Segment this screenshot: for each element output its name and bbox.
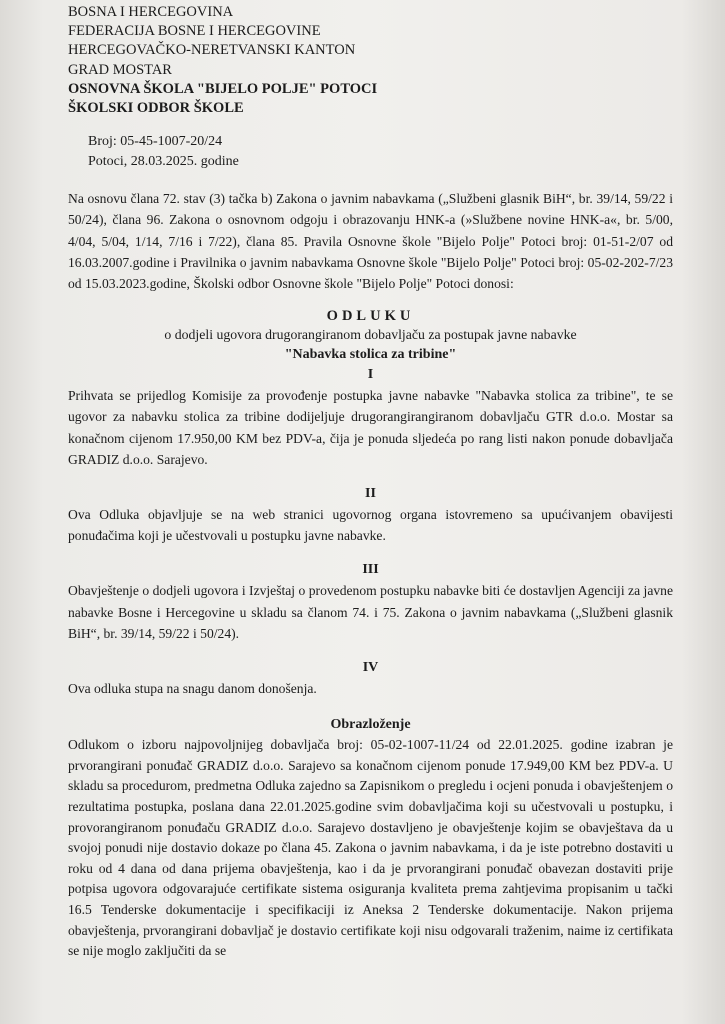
- section-text-3: Obavještenje o dodjeli ugovora i Izvještaj o provedenom postupku nabavke biti će dostavljen Agenciji za javne nabavke Bosne i Hercegovine u skladu sa članom 74. i 75. Zakona o javnim nabavkama („Službeni glasnik BiH“, br. 39/14, 59/22 i 50/24).: [68, 583, 673, 641]
- decision-title: ODLUKU: [326, 308, 415, 325]
- letterhead-line-federation: FEDERACIJA BOSNE I HERCEGOVINE: [68, 23, 321, 40]
- document-place-date: Potoci, 28.03.2025. godine: [88, 154, 239, 170]
- section-text-4: Ova odluka stupa na snagu danom donošenja.: [68, 681, 317, 697]
- letterhead-line-canton: HERCEGOVAČKO-NERETVANSKI KANTON: [68, 42, 356, 59]
- letterhead: [68, 0, 673, 118]
- decision-subtitle: o dodjeli ugovora drugorangiranom dobavljaču za postupak javne nabavke: [164, 327, 577, 343]
- document-number: Broj: 05-45-1007-20/24: [88, 134, 223, 150]
- section-number-1: I: [367, 367, 374, 383]
- letterhead-board: ŠKOLSKI ODBOR ŠKOLE: [68, 100, 244, 117]
- letterhead-line-city: GRAD MOSTAR: [68, 61, 172, 78]
- section-text-1: Prihvata se prijedlog Komisije za provođenje postupka javne nabavke "Nabavka stolica za tribine", te se ugovor za nabavku stolica za tribine dodijeljuje drugorangirangiranom dobavljaču GTR d.o.o. Mostar sa konačnom cijenom 17.950,00 KM bez PDV-a, čija je ponuda sljedeća po rang listi nakon ponude dobavljača GRADIZ d.o.o. Sarajevo.: [68, 388, 673, 467]
- section-number-4: IV: [362, 660, 379, 676]
- decision-subject: "Nabavka stolica za tribine": [284, 347, 457, 363]
- reasoning-title: Obrazloženje: [330, 717, 411, 733]
- decision-title-block: [68, 308, 673, 365]
- letterhead-school: OSNOVNA ŠKOLA "BIJELO POLJE" POTOCI: [68, 80, 378, 97]
- reasoning-text: Odlukom o izboru najpovoljnijeg dobavljača broj: 05-02-1007-11/24 od 22.01.2025. godine izabran je prvorangirani ponuđač GRADIZ d.o.o. Sarajevo sa konačnom cijenom ponude 17.949,00 KM bez PDV-a. U skladu sa procedurom, predmetna Odluka zajedno sa Zapisnikom o pregledu i ocjeni ponuda i obavještenjem o rezultatima postupka, poslana dana 22.01.2025.godine svim dobavljačima koji su učestvovali u postupku, i provorangiranom ponuđaču GRADIZ d.o.o. Sarajevo dostavljeno je obavještenje kojim se obavještava da u svojoj ponudi nije dostavio dokaze po člana 45. Zakona o javnim nabavkama, i da je iste potrebno dostaviti u roku od 4 dana od dana prijema obavještenja, kao i da je prvorangirani ponuđač obavezan dostaviti prije potpisa ugovora odgovarajuće certifikate sistema osiguranja kvaliteta prema zahtjevima propisanim u tački 16.5 Tenderske dokumentacije i specifikaciji iz Aneksa 2 Tenderske dokumentacije. Nakon prijema obavještenja, prvorangirani dobavljač je dostavio certifikate koji nisu odgovarali traženim, naime iz certifikata se nije moglo zaključiti da se: [68, 737, 673, 959]
- preamble-paragraph: Na osnovu člana 72. stav (3) tačka b) Zakona o javnim nabavkama („Službeni glasnik BiH“, br. 39/14, 59/22 i 50/24), člana 96. Zakona o osnovnom odgoju i obrazovanju HNK-a (»Službene novine HNK-a«, br. 5/00, 4/04, 5/04, 1/14, 7/16 i 7/22), člana 85. Pravila Osnovne škole "Bijelo Polje" Potoci broj: 01-51-2/07 od 16.03.2007.godine i Pravilnika o javnim nabavkama Osnovne škole "Bijelo Polje" Potoci broj: 05-02-202-7/23 od 15.03.2023.godine, Školski odbor Osnovne škole "Bijelo Polje" Potoci donosi:: [68, 191, 673, 292]
- section-text-2: Ova Odluka objavljuje se na web stranici ugovornog organa istovremeno sa upućivanjem obavijesti ponuđačima koji je učestvovali u postupku javne nabavke.: [68, 507, 673, 544]
- letterhead-line-country: BOSNA I HERCEGOVINA: [68, 4, 234, 20]
- section-number-2: II: [365, 486, 376, 502]
- section-number-3: III: [362, 562, 379, 578]
- document-meta: [88, 132, 673, 172]
